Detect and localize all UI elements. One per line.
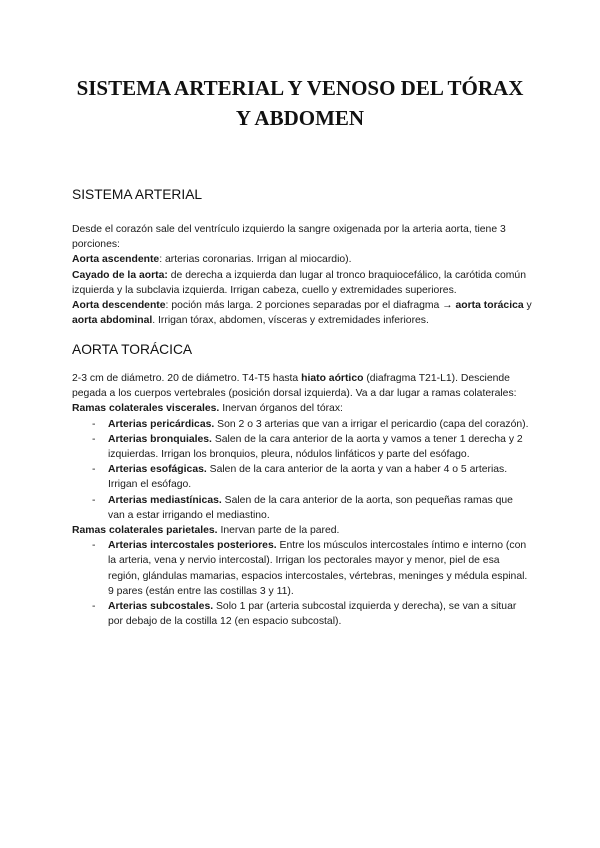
paragraph-toracica-intro: [72, 371, 532, 401]
aorta-toracica-body: [72, 371, 532, 629]
text-aorta-ascendente: : arterias coronarias. Irrigan al miocardio).: [159, 254, 352, 266]
paragraph-aorta-descendente: [72, 298, 532, 328]
list-item: [72, 417, 532, 432]
item-term: Arterias bronquiales.: [108, 433, 212, 445]
title-line-1: SISTEMA ARTERIAL Y VENOSO DEL TÓRAX: [76, 76, 524, 100]
term-aorta-toracica: aorta torácica: [455, 300, 524, 312]
heading-sistema-arterial: SISTEMA ARTERIAL: [72, 187, 203, 202]
term-cayado: Cayado de la aorta:: [72, 269, 168, 281]
dash-bullet: -: [92, 494, 96, 506]
dash-bullet: -: [92, 601, 96, 613]
document-title: [40, 73, 560, 133]
title-line-2: Y ABDOMEN: [235, 106, 365, 130]
dash-bullet: -: [92, 433, 96, 445]
intro-text: Desde el corazón sale del ventrículo izquierdo la sangre oxigenada por la arteria aorta, tiene 3 porciones:: [72, 224, 506, 251]
text-viscerales: Inervan órganos del tórax:: [219, 403, 343, 415]
paragraph-viscerales: [72, 401, 532, 416]
item-text: Entre los músculos intercostales íntimo e interno (con la arteria, vena y nervio intercostal). Irrigan los pectorales mayor y menor, piel de esa región, glándulas mamarias, espacios intercostales, vértebras, meninges y médula espinal. 9 pares (están entre las costillas 3 y 11).: [108, 540, 528, 597]
term-aorta-ascendente: Aorta ascendente: [72, 254, 160, 266]
heading-aorta-toracica: AORTA TORÁCICA: [72, 342, 193, 357]
parietales-list: [72, 538, 532, 629]
paragraph-aorta-ascendente: [72, 252, 532, 267]
list-item: [72, 599, 532, 629]
item-term: Arterias mediastínicas.: [108, 494, 222, 506]
sistema-arterial-body: [72, 222, 532, 328]
term-viscerales: Ramas colaterales viscerales.: [72, 403, 220, 415]
item-text: Solo 1 par (arteria subcostal izquierda y derecha), se van a situar por debajo de la costilla 12 (en espacio subcostal).: [108, 601, 517, 628]
item-term: Arterias esofágicas.: [108, 464, 207, 476]
paragraph-cayado: [72, 268, 532, 298]
item-term: Arterias pericárdicas.: [108, 418, 215, 430]
text-descendente-c: . Irrigan tórax, abdomen, vísceras y extremidades inferiores.: [152, 315, 429, 327]
toracica-intro-a: 2-3 cm de diámetro. 20 de diámetro. T4-T5 hasta: [72, 373, 302, 384]
paragraph-intro: [72, 222, 532, 252]
text-parietales: Inervan parte de la pared.: [217, 525, 340, 537]
paragraph-parietales: [72, 523, 532, 538]
list-item: [72, 493, 532, 523]
text-descendente-a: : poción más larga. 2 porciones separadas por el diafragma →: [165, 300, 456, 312]
list-item: [72, 462, 532, 492]
item-text: Son 2 o 3 arterias que van a irrigar el pericardio (capa del corazón).: [214, 418, 529, 430]
viscerales-list: [72, 417, 532, 523]
term-parietales: Ramas colaterales parietales.: [72, 525, 218, 537]
term-aorta-abdominal: aorta abdominal: [72, 315, 153, 327]
item-text: Salen de la cara anterior de la aorta y vamos a tener 1 derecha y 2 izquierdas. Irrigan los bronquios, pleura, nódulos linfáticos y parte del esófago.: [108, 433, 523, 461]
dash-bullet: -: [92, 540, 96, 552]
dash-bullet: -: [92, 418, 96, 430]
toracica-intro-b: (diafragma T21-L1). Desciende pegada a los cuerpos vertebrales (posición dorsal izquierda). Va a dar lugar a ramas colaterales:: [72, 373, 517, 400]
item-text: Salen de la cara anterior de la aorta, son pequeñas ramas que van a estar irrigando el mediastino.: [108, 494, 513, 521]
list-item: [72, 538, 532, 599]
dash-bullet: -: [92, 464, 96, 476]
list-item: [72, 432, 532, 462]
term-hiato-aortico: hiato aórtico: [301, 373, 364, 384]
item-term: Arterias intercostales posteriores.: [108, 540, 277, 552]
text-cayado: de derecha a izquierda dan lugar al tronco braquiocefálico, la carótida común izquierda y la subclavia izquierda. Irrigan cabeza, cuello y extremidades superiores.: [72, 269, 526, 296]
item-term: Arterias subcostales.: [108, 601, 214, 613]
text-descendente-b: y: [523, 300, 532, 312]
term-aorta-descendente: Aorta descendente: [72, 300, 166, 312]
item-text: Salen de la cara anterior de la aorta y van a haber 4 o 5 arterias. Irrigan el esófago.: [108, 464, 508, 491]
